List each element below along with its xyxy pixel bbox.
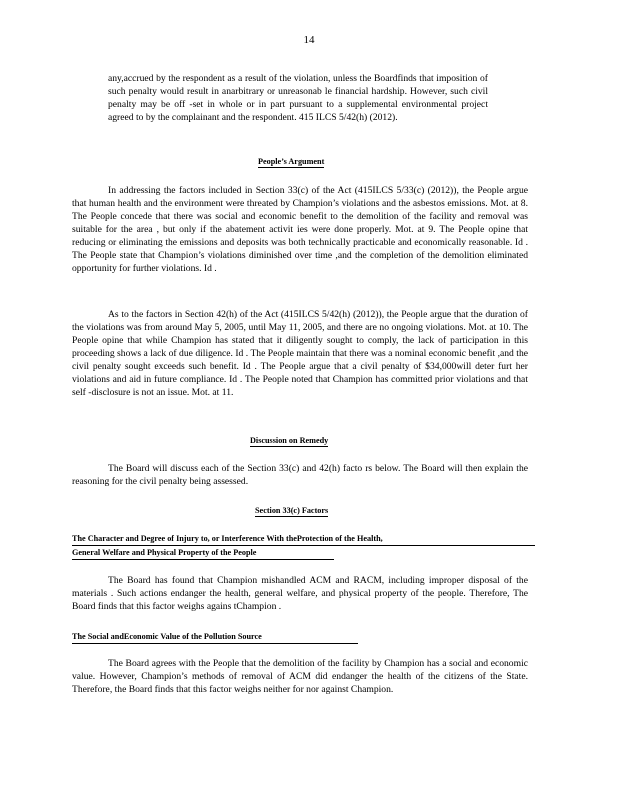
- paragraph-3: [72, 462, 528, 488]
- statute-quote: [108, 72, 488, 124]
- subheading-rule: [72, 559, 334, 560]
- paragraph-1-text: In addressing the factors included in Section 33(c) of the Act (415ILCS 5/33(c) (2012)), the People argue that human health and the environment were threated by Champion’s violations and the asbestos emissions. Mot. at 8. The People concede that there was social and economic benefit to the demolition of the facility and removal was suitable for the area , but only if the abatement activit ies were done properly. Mot. at 9. The People opine that reducing or eliminating the emissions and deposits was both technically practicable and economically reasonable. Id . The People state that Champion’s violations diminished over time ,and the completion of the demolition eliminated opportunity for further violations. Id .: [72, 185, 528, 274]
- subheading-social-economic-value: The Social andEconomic Value of the Pollution Source: [72, 632, 262, 641]
- subheading-rule: [72, 545, 535, 546]
- page-number: 14: [303, 34, 315, 46]
- statute-quote-text: any,accrued by the respondent as a result of the violation, unless the Boardfinds that imposition of such penalty would result in anarbitrary or unreasonab le financial hardship. However, such civil penalty may be off -set in whole or in part pursuant to a supplemental environmental project agreed to by the complainant and the respondent. 415 ILCS 5/42(h) (2012).: [108, 73, 488, 123]
- heading-peoples-argument: People’s Argument: [258, 157, 325, 166]
- paragraph-4-text: The Board has found that Champion mishandled ACM and RACM, including improper disposal of the materials . Such actions endanger the health, general welfare, and physical property of the people. Therefore, The Board finds that this factor weighs agains tChampion .: [72, 575, 528, 612]
- heading-discussion-on-remedy: Discussion on Remedy: [250, 436, 329, 445]
- paragraph-2: [72, 308, 528, 399]
- paragraph-1: [72, 184, 528, 275]
- subheading-rule: [72, 643, 358, 644]
- paragraph-4: [72, 574, 528, 613]
- heading-section-33c-factors: Section 33(c) Factors: [255, 506, 329, 515]
- subheading-character-degree-line1: The Character and Degree of Injury to, or Interference With theProtection of the Health,: [72, 534, 383, 543]
- paragraph-3-text: The Board will discuss each of the Section 33(c) and 42(h) facto rs below. The Board will then explain the reasoning for the civil penalty being assessed.: [72, 463, 528, 487]
- paragraph-5: [72, 657, 528, 696]
- paragraph-2-text: As to the factors in Section 42(h) of the Act (415ILCS 5/42(h) (2012)), the People argue that the duration of the violations was from around May 5, 2005, until May 11, 2005, and there are no ongoing violations. Mot. at 10. The People opine that while Champion has stated that it diligently sought to comply, the lack of participation in this proceeding shows a lack of due diligence. Id . The People maintain that there was a nominal economic benefit ,and the civil penalty sought exceeds such benefit. Id . The People argue that a civil penalty of $34,000will deter furt her violations and aid in future compliance. Id . The People noted that Champion has committed prior violations and that self -disclosure is not an issue. Mot. at 11.: [72, 309, 528, 398]
- subheading-character-degree-line2: General Welfare and Physical Property of the People: [72, 548, 257, 557]
- paragraph-5-text: The Board agrees with the People that the demolition of the facility by Champion has a social and economic value. However, Champion’s methods of removal of ACM did endanger the health of the citizens of the State. Therefore, the Board finds that this factor weighs neither for nor against Champion.: [72, 658, 528, 695]
